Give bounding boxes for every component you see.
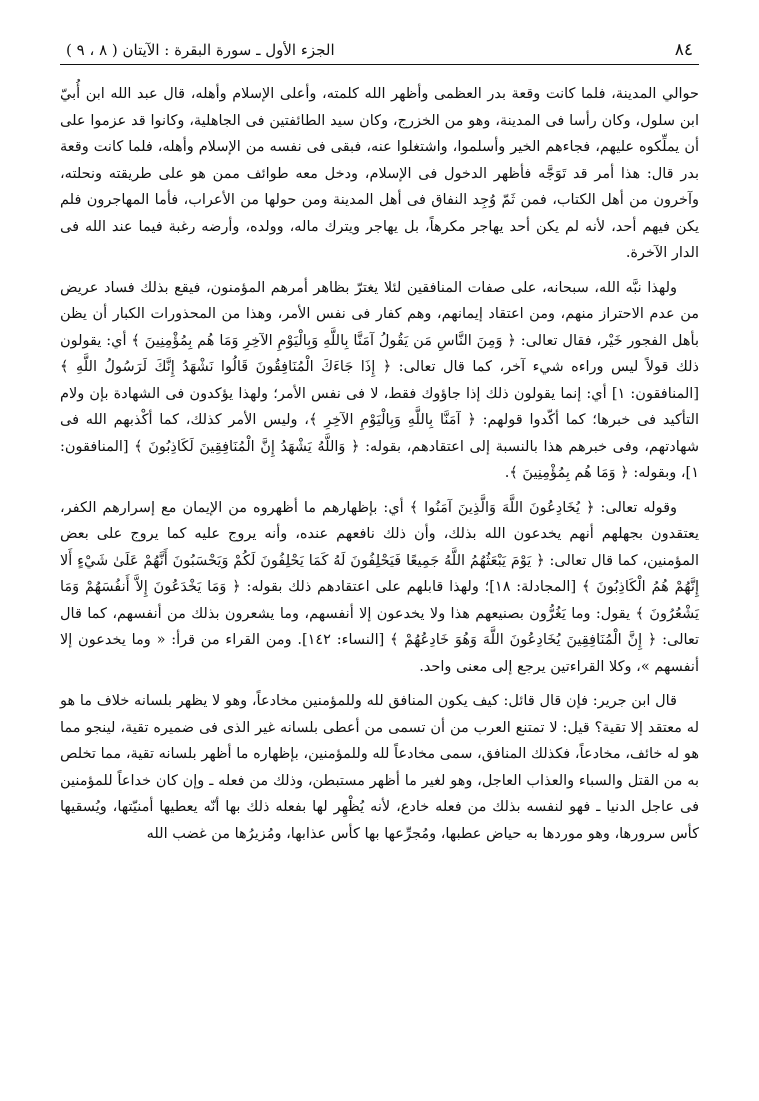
paragraph-1: حوالي المدينة، فلما كانت وقعة بدر العظمى وأظهر الله كلمته، وأعلى الإسلام وأهله، قال عبد الله ابن أُبيّ ابن سلول، وكان رأسا فى المدينة، وهو من الخزرج، وكان سيد الطائفتين فى الجاهلية، وكانوا قد عزموا على أن يملِّكوه عليهم، فجاءهم الخير وأسلموا، واشتغلوا عنه، فبقى فى نفسه من الإسلام وأهله، فلما كانت وقعة بدر قال: هذا أمر قد تَوَجَّه فأظهر الدخول فى الإسلام، ودخل معه طوائف ممن هو على طريقته ونحلته، وآخرون من أهل الكتاب، فمن ثَمّ وُجِد النفاق فى أهل المدينة ومن حولها من الأعراب، فأما المهاجرون فلم يكن فيهم أحد، لأنه لم يكن أحد يهاجر مكرهاً، بل يهاجر ويترك ماله، وولده، وأرضه رغبة فيما عند الله فى الدار الآخرة. (60, 86, 699, 261)
running-title: الجزء الأول ـ سورة البقرة : الآيتان ( ٨ ، ٩ ) (66, 41, 335, 59)
paragraph-3: وقوله تعالى: ﴿ يُخَادِعُونَ اللَّهَ وَالَّذِينَ آمَنُوا ﴾ أي: بإظهارهم ما أظهروه من الإيمان مع إسرارهم الكفر، يعتقدون بجهلهم أنهم يخدعون الله بذلك، وأن ذلك نافعهم عنده، وأنه يروج عليه كما يروج على بعض المؤمنين، كما قال تعالى: ﴿ يَوْمَ يَبْعَثُهُمُ اللَّهُ جَمِيعًا فَيَحْلِفُونَ لَهُ كَمَا يَحْلِفُونَ لَكُمْ وَيَحْسَبُونَ أَنَّهُمْ عَلَىٰ شَيْءٍ أَلا إِنَّهُمْ هُمُ الْكَاذِبُونَ ﴾ [المجادلة: ١٨]؛ ولهذا قابلهم على اعتقادهم ذلك بقوله: ﴿ وَمَا يَخْدَعُونَ إِلاَّ أَنفُسَهُمْ وَمَا يَشْعُرُونَ ﴾ يقول: وما يَغُرُّون بصنيعهم هذا ولا يخدعون إلا أنفسهم، وما يشعرون بذلك من أنفسهم، كما قال تعالى: ﴿ إِنَّ الْمُنَافِقِينَ يُخَادِعُونَ اللَّهَ وَهُوَ خَادِعُهُمْ ﴾ [النساء: ١٤٢]. ومن القراء من قرأ: « وما يخدعون إلا أنفسهم »، وكلا القراءتين يرجع إلى معنى واحد. (60, 499, 699, 675)
paragraph-4: قال ابن جرير: فإن قال قائل: كيف يكون المنافق لله وللمؤمنين مخادعاً، وهو لا يظهر بلسانه خلاف ما هو له معتقد إلا تقية؟ قيل: لا تمتنع العرب من أن تسمى من أعطى بلسانه غير الذى فى ضميره تقية، لينجو مما هو له خائف، مخادعاً، فكذلك المنافق، سمى مخادعاً لله وللمؤمنين، بإظهاره ما أظهر بلسانه تقية، مما تخلص به من القتل والسباء والعذاب العاجل، وهو لغير ما أظهر مستبطن، وذلك من فعله ـ وإن كان خداعاً للمؤمنين فى عاجل الدنيا ـ فهو لنفسه بذلك من فعله خادع، لأنه يُظْهِر لها بفعله ذلك بها أنّه يعطيها أمنيّتها، ويُسقيها كأس سرورها، وهو موردها به حياض عطبها، ومُجرِّعها بها كأس عذابها، ومُزيرُها من غضب الله (60, 693, 699, 842)
page-body (60, 81, 699, 847)
paragraph-2: ولهذا نبَّه الله، سبحانه، على صفات المنافقين لئلا يغترّ بظاهر أمرهم المؤمنون، فيقع بذلك فساد عريض من عدم الاحتراز منهم، ومن اعتقاد إيمانهم، وهم كفار فى نفس الأمر، وهذا من المحذورات الكبار أن يظن بأهل الفجور خَيْر، فقال تعالى: ﴿ وَمِنَ النَّاسِ مَن يَقُولُ آمَنَّا بِاللَّهِ وَبِالْيَوْمِ الآخِرِ وَمَا هُم بِمُؤْمِنِينَ ﴾ أي: يقولون ذلك قولاً ليس وراءه شيء آخر، كما قال تعالى: ﴿ إِذَا جَاءَكَ الْمُنَافِقُونَ قَالُوا نَشْهَدُ إِنَّكَ لَرَسُولُ اللَّهِ ﴾ [المنافقون: ١] أي: إنما يقولون ذلك إذا جاؤوك فقط، لا فى نفس الأمر؛ ولهذا يؤكدون فى الشهادة بإن ولام التأكيد فى خبرها؛ كما أكّدوا قولهم: ﴿ آمَنَّا بِاللَّهِ وَبِالْيَوْمِ الآخِرِ ﴾، وليس الأمر كذلك، كما أكْذبهم الله فى شهادتهم، وفى خبرهم هذا بالنسبة إلى اعتقادهم، بقوله: ﴿ وَاللَّهُ يَشْهَدُ إِنَّ الْمُنَافِقِينَ لَكَاذِبُونَ ﴾ [المنافقون: ١]، وبقوله: ﴿ وَمَا هُم بِمُؤْمِنِينَ ﴾. (60, 279, 699, 481)
running-header (60, 40, 699, 65)
page-number: ٨٤ (674, 40, 693, 60)
